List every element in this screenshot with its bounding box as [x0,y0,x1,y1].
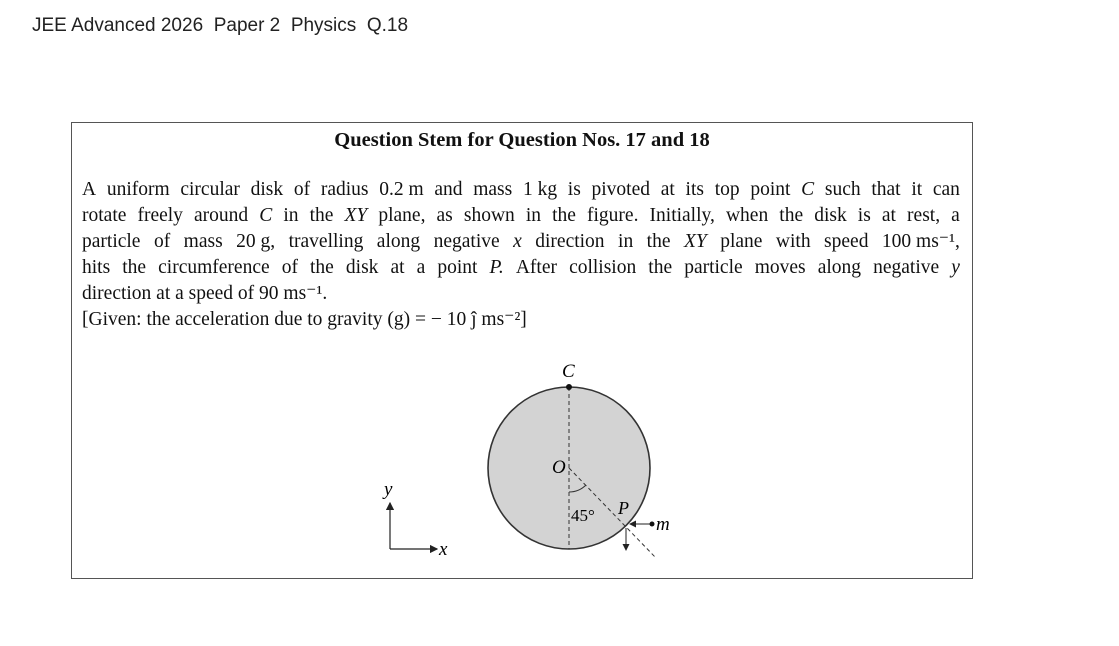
given-line: [Given: the acceleration due to gravity (g) = − 10 ĵ ms⁻²] [82,309,527,330]
paper-name: Paper 2 [213,15,281,36]
subject-name: Physics [290,15,357,36]
pivot-label: C [562,361,575,382]
paragraph-line: direction at a speed of 90 ms⁻¹. [82,283,328,304]
paragraph-line: hits the circumference of the disk at a point P. After collision the particle moves along negative y [82,257,960,278]
particle-mass-label: m [656,514,670,535]
x-axis-label: x [439,539,448,560]
center-label: O [552,457,566,478]
exam-name: JEE Advanced 2026 [32,15,204,36]
point-label: P [618,498,629,518]
stem-title: Question Stem for Question Nos. 17 and 18 [334,129,710,151]
particle-dot [650,522,655,527]
question-number: Q.18 [366,15,409,36]
question-stem-box [71,122,973,579]
pivot-point [566,384,572,390]
angle-label: 45° [571,506,595,525]
paragraph-line: A uniform circular disk of radius 0.2 m and mass 1 kg is pivoted at its top point C such that it can [82,179,960,200]
paragraph-line: particle of mass 20 g, travelling along negative x direction in the XY plane with speed 100 ms⁻¹, [82,231,960,252]
y-axis-label: y [384,479,393,500]
disk-figure [72,123,972,578]
paragraph-line: rotate freely around C in the XY plane, as shown in the figure. Initially, when the disk is at rest, a [82,205,960,226]
exam-header [32,15,408,37]
